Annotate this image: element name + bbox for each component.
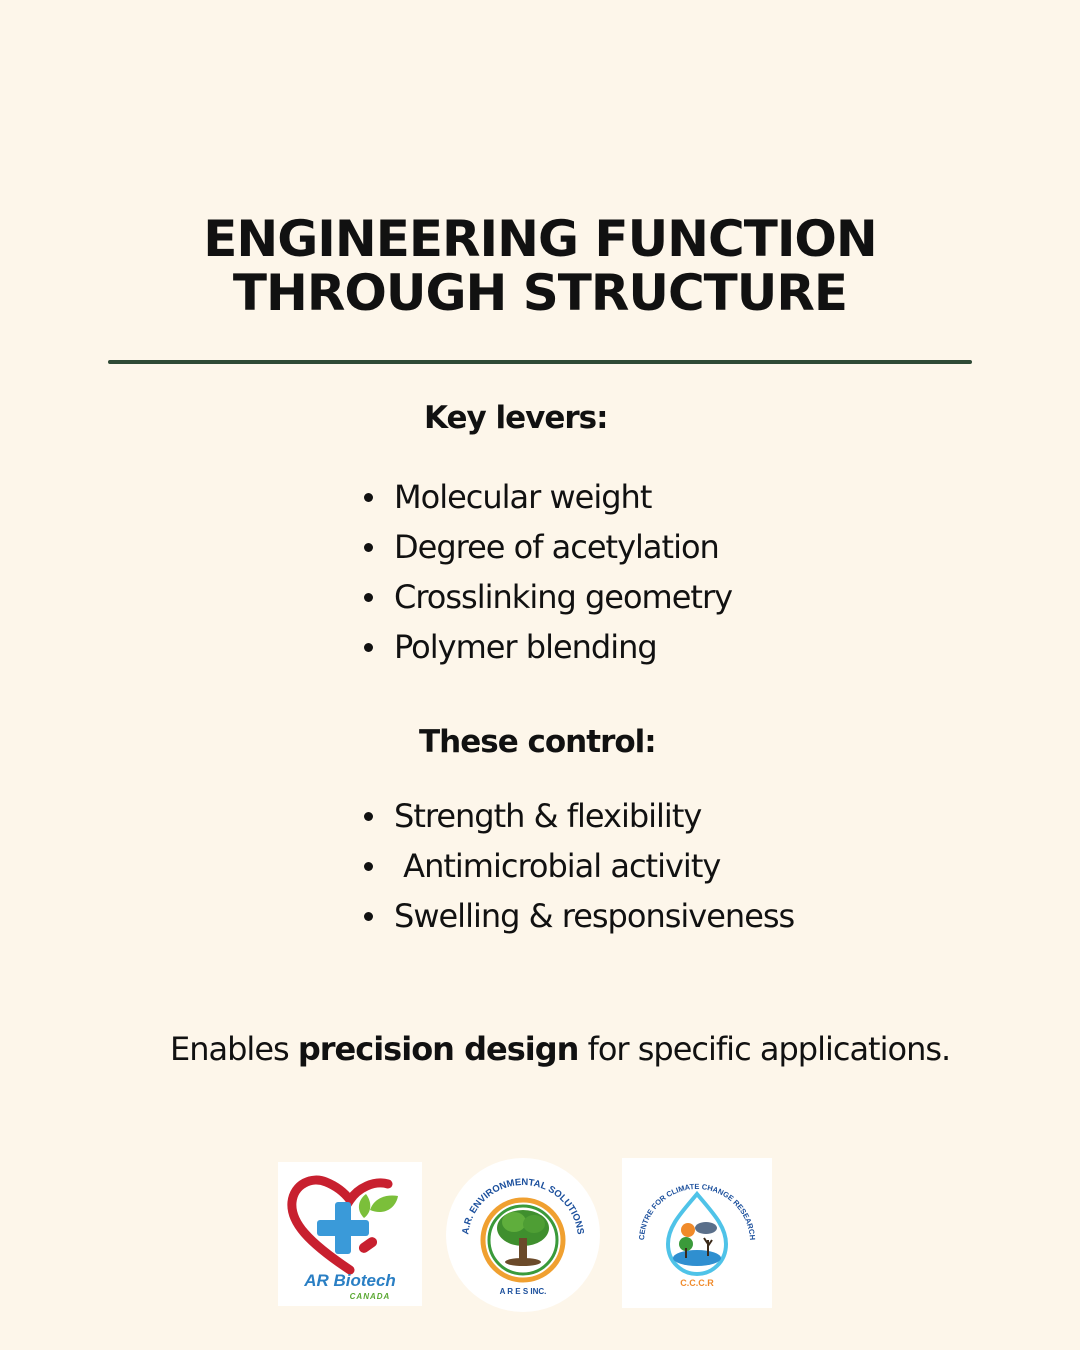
ares-arc-text: A.R. ENVIRONMENTAL SOLUTIONS <box>460 1176 586 1236</box>
footer-pre: Enables <box>170 1030 298 1068</box>
ares-bottom-text: A R E S INC. <box>499 1287 547 1296</box>
cccr-bottom-text: C.C.C.R <box>680 1278 714 1288</box>
ar-biotech-logo <box>278 1162 422 1306</box>
cccr-logo-graphic <box>622 1158 772 1308</box>
footer-post: for specific applications. <box>578 1030 951 1068</box>
cccr-logo <box>622 1158 772 1308</box>
list-item: Degree of acetylation <box>362 522 732 572</box>
list-item: Molecular weight <box>362 472 732 522</box>
ar-biotech-name: AR Biotech <box>304 1271 396 1290</box>
ar-biotech-sub: CANADA <box>349 1292 391 1301</box>
page-title <box>0 212 1080 320</box>
footer-statement <box>170 1030 950 1068</box>
title-line-1: ENGINEERING FUNCTION <box>203 210 877 268</box>
footer-bold: precision design <box>297 1030 579 1068</box>
list-item: Polymer blending <box>362 622 732 672</box>
ares-logo <box>446 1158 600 1312</box>
controls-list <box>362 791 794 941</box>
list-item: Crosslinking geometry <box>362 572 732 622</box>
key-levers-list <box>362 472 732 672</box>
cccr-arc-text: CENTRE FOR CLIMATE CHANGE RESEARCH <box>636 1181 758 1241</box>
title-line-2: THROUGH STRUCTURE <box>232 264 848 322</box>
list-item: Strength & flexibility <box>362 791 794 841</box>
key-levers-heading: Key levers: <box>424 400 608 436</box>
list-item: Antimicrobial activity <box>362 841 794 891</box>
these-control-heading: These control: <box>419 724 656 760</box>
divider <box>108 360 972 364</box>
ar-biotech-logo-graphic <box>278 1162 422 1306</box>
ares-logo-graphic <box>446 1158 600 1312</box>
list-item: Swelling & responsiveness <box>362 891 794 941</box>
